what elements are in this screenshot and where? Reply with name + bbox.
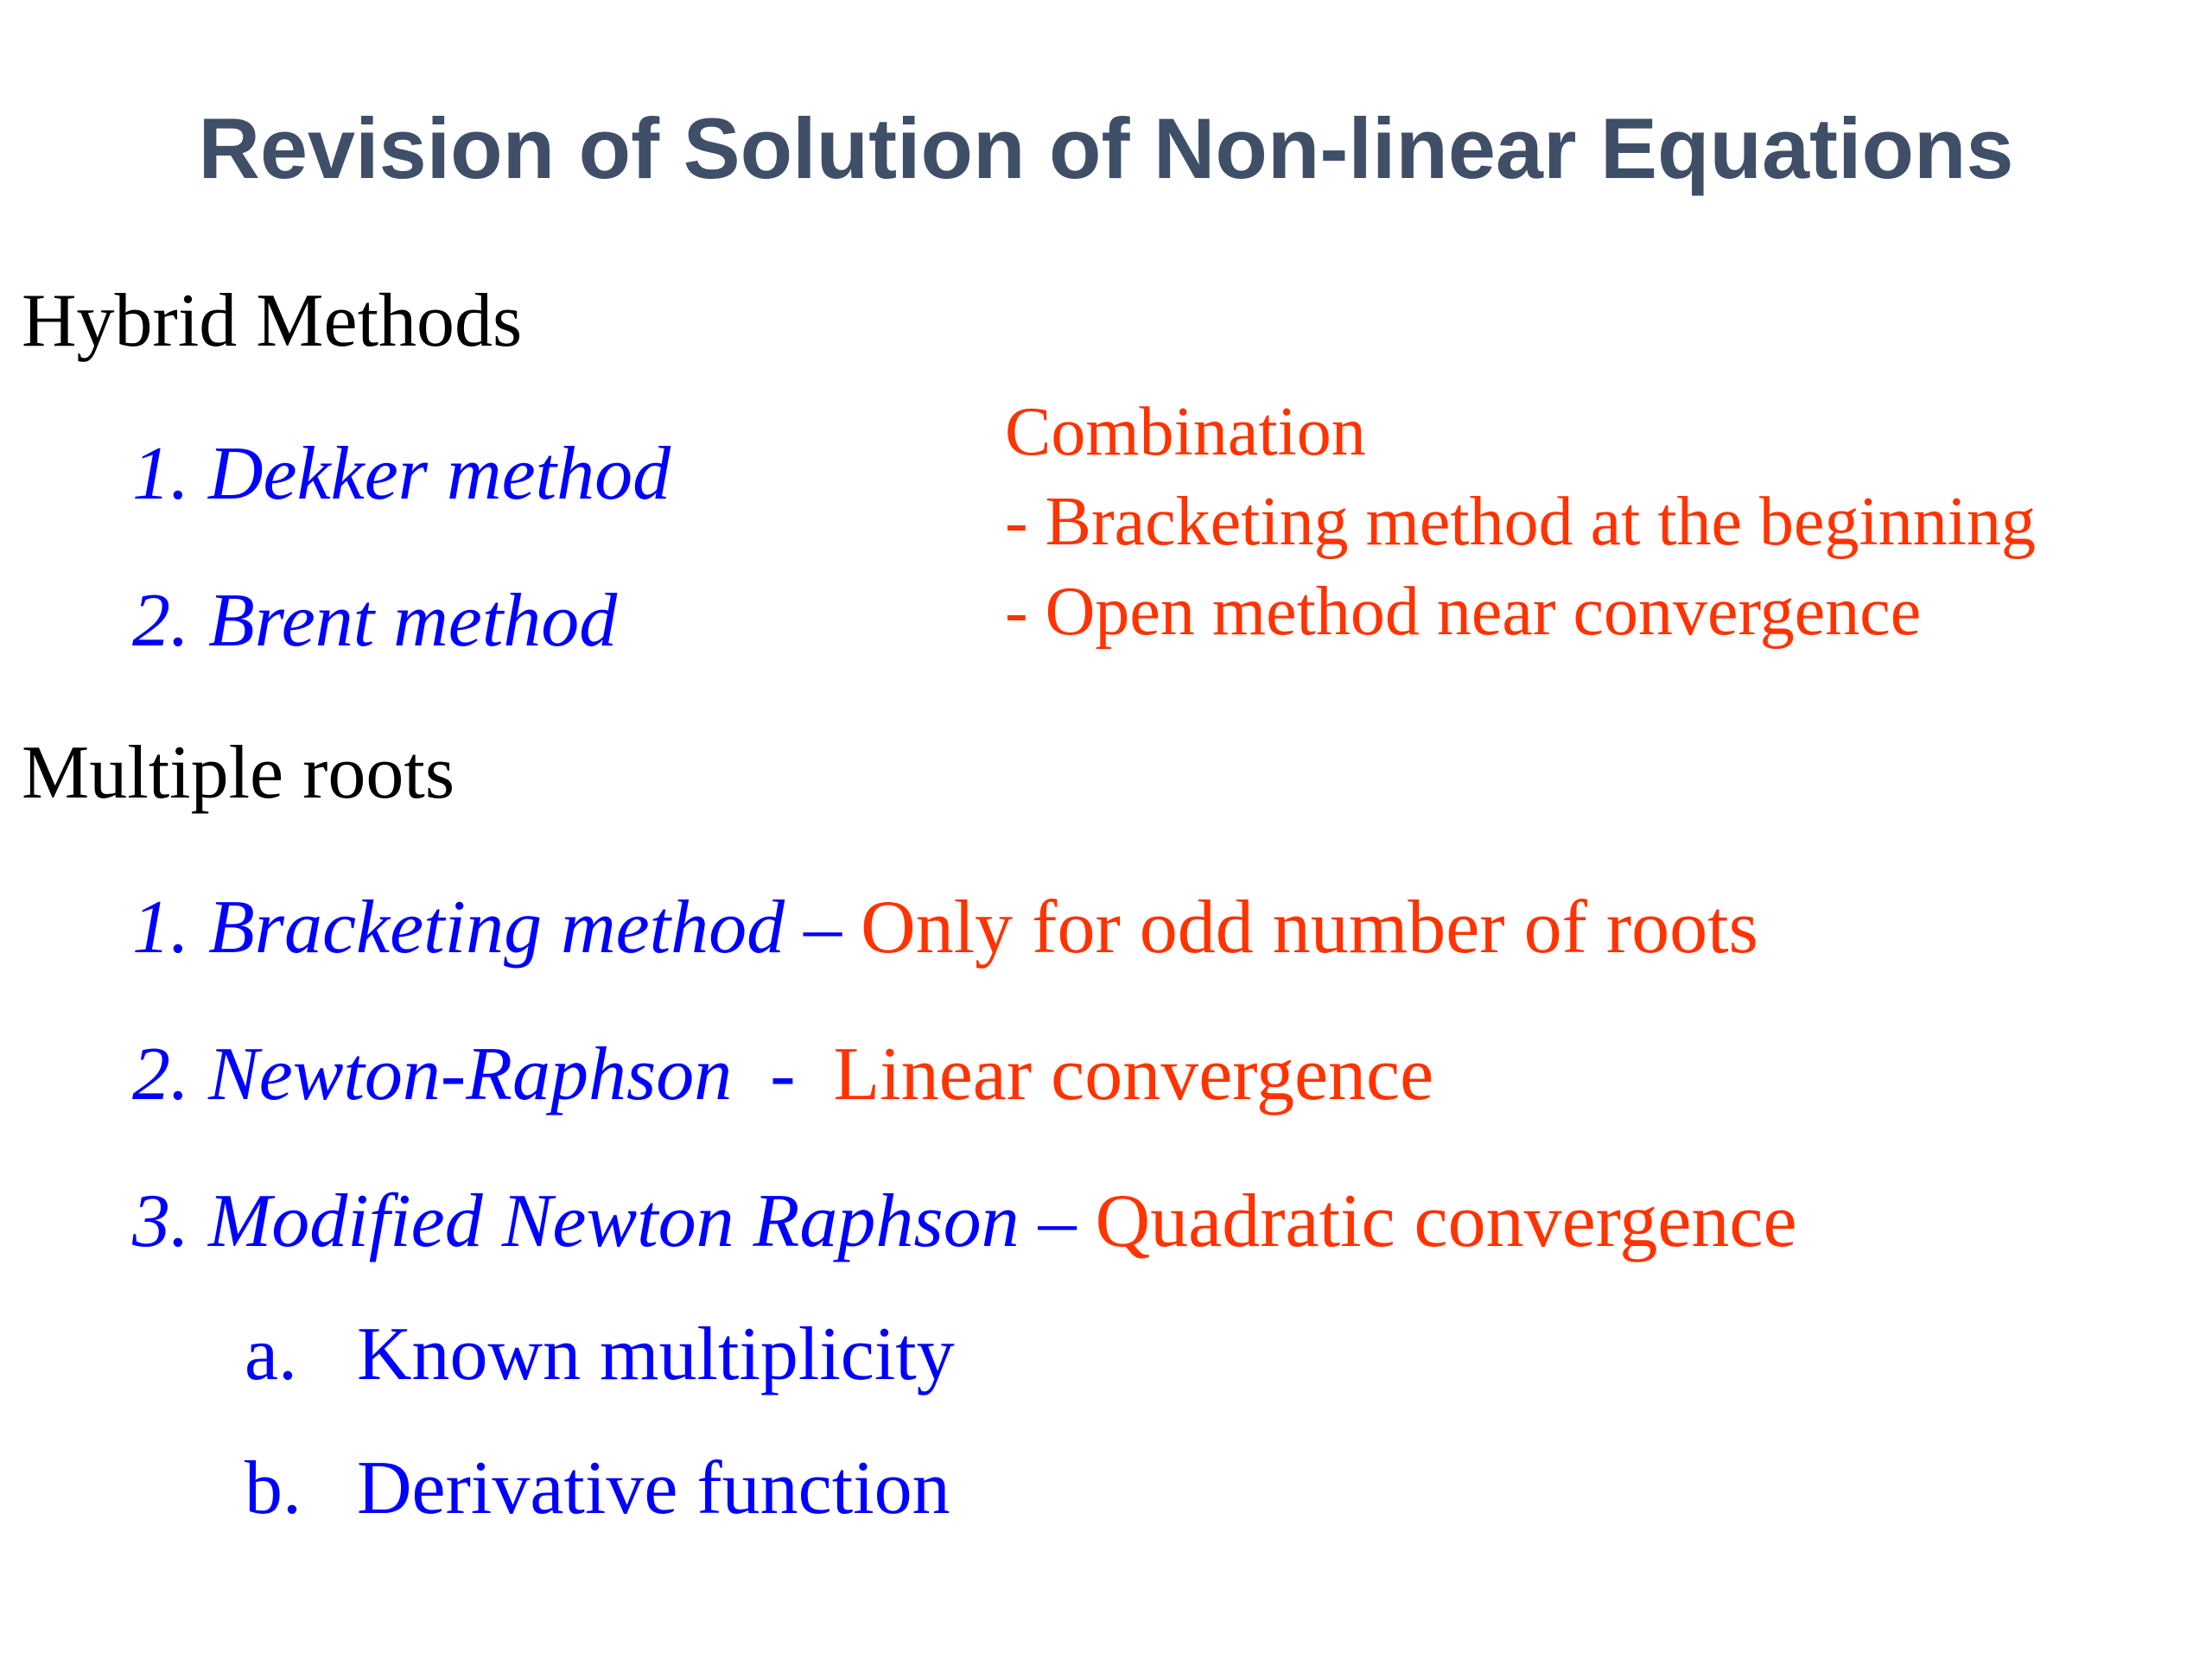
multiple-item-separator: – <box>1019 1179 1096 1263</box>
combination-note <box>1005 387 2036 657</box>
hybrid-item-label: 2. Brent method <box>132 579 618 663</box>
multiple-item-comment: Only for odd number of roots <box>861 886 1758 969</box>
multiple-item-separator: - <box>732 1033 834 1116</box>
multiple-item-label: 3. Modified Newton Raphson <box>132 1179 1020 1263</box>
hybrid-item-brent <box>132 578 617 664</box>
subitem-derivative-function <box>245 1446 950 1532</box>
subitem-text: Derivative function <box>357 1446 950 1530</box>
subitem-known-multiplicity <box>245 1312 955 1398</box>
subitem-text: Known multiplicity <box>357 1313 955 1396</box>
subitem-letter: a. <box>245 1313 298 1396</box>
multiple-item-separator: – <box>785 886 861 969</box>
subitem-letter: b. <box>245 1446 302 1530</box>
multiple-item-comment: Linear convergence <box>833 1033 1434 1116</box>
combination-note-title: Combination <box>1005 394 1366 470</box>
multiple-item-comment: Quadratic convergence <box>1095 1179 1797 1263</box>
multiple-item-newton-raphson <box>132 1032 1433 1118</box>
multiple-item-bracketing <box>132 885 1758 971</box>
combination-note-line: - Bracketing method at the beginning <box>1005 484 2037 560</box>
heading-multiple-roots: Multiple roots <box>22 731 455 815</box>
page-title: Revision of Solution of Non-linear Equations <box>198 100 2014 196</box>
hybrid-item-dekker <box>132 431 671 518</box>
hybrid-item-label: 1. Dekker method <box>132 432 671 516</box>
multiple-item-label: 2. Newton-Raphson <box>132 1033 733 1116</box>
heading-hybrid-methods: Hybrid Methods <box>22 279 523 363</box>
combination-note-line: - Open method near convergence <box>1005 574 1922 650</box>
multiple-item-modified-newton-raphson <box>132 1179 1797 1265</box>
multiple-item-label: 1. Bracketing method <box>132 886 785 969</box>
